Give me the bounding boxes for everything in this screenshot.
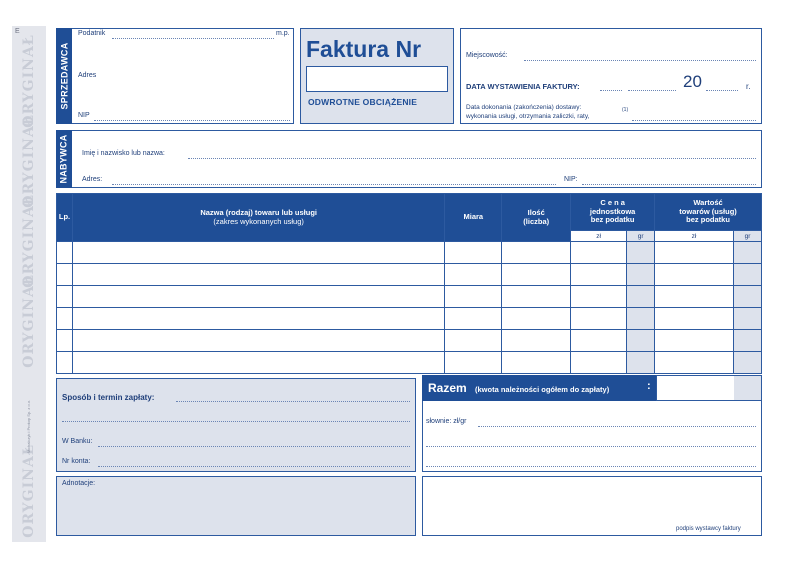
- konto-line[interactable]: [98, 466, 410, 467]
- buyer-name-line[interactable]: [188, 158, 756, 159]
- invoice-subtitle: ODWROTNE OBCIĄŻENIE: [308, 97, 418, 107]
- adnotacje-label: Adnotacje:: [62, 480, 96, 487]
- strip-fine-print: Michalczyk i Prokop Sp. z o.o.: [26, 399, 32, 453]
- seller-podatnik-line[interactable]: [112, 38, 274, 39]
- buyer-nip-line[interactable]: [582, 184, 756, 185]
- sposob-line-2[interactable]: [62, 421, 410, 422]
- buyer-adres-line[interactable]: [112, 184, 556, 185]
- buyer-tab: NABYWCA: [56, 130, 72, 188]
- buyer-adres-label: Adres:: [82, 176, 103, 183]
- wykonania-label: wykonania usługi, otrzymania zaliczki, raty,: [466, 113, 590, 120]
- col-miara: Miara: [445, 194, 502, 242]
- slownie-line[interactable]: [478, 426, 756, 427]
- strip-original-2: ORYGINAŁ: [21, 114, 37, 208]
- sposob-label: Sposób i termin zapłaty:: [62, 393, 155, 402]
- slownie-label: słownie: zł/gr: [426, 418, 467, 425]
- invoice-title: Faktura Nr: [306, 36, 422, 62]
- seller-mp-label: m.p.: [276, 30, 290, 37]
- razem-colon: :: [647, 380, 651, 392]
- data-wystawienia-label: DATA WYSTAWIENIA FAKTURY:: [466, 82, 580, 91]
- table-row: [57, 264, 762, 286]
- date-day-line[interactable]: [600, 90, 622, 91]
- strip-original-1: ORYGINAŁ: [21, 34, 37, 128]
- data-dokonania-line[interactable]: [632, 120, 756, 121]
- items-table: [56, 193, 762, 374]
- cena-zl-header: zł: [571, 231, 627, 242]
- invoice-number-field[interactable]: [306, 66, 448, 92]
- date-month-line[interactable]: [628, 90, 676, 91]
- buyer-nip-label: NIP:: [564, 176, 578, 183]
- razem-label: Razem: [428, 381, 467, 395]
- bank-label: W Banku:: [62, 438, 93, 445]
- col-wartosc: Wartość towarów (usług) bez podatku: [655, 194, 762, 231]
- slownie-line-3[interactable]: [426, 466, 756, 467]
- seller-adres-label: Adres: [78, 72, 97, 79]
- col-lp: Lp.: [57, 194, 73, 242]
- seller-nip-label: NIP: [78, 112, 90, 119]
- podpis-label: podpis wystawcy faktury: [676, 526, 741, 532]
- data-dokonania-footnote: (1): [622, 107, 629, 113]
- strip-original-5: ORYGINAŁ: [21, 444, 37, 538]
- table-row: [57, 330, 762, 352]
- miejscowosc-line[interactable]: [524, 60, 756, 61]
- slownie-line-2[interactable]: [426, 446, 756, 447]
- original-margin-strip: [12, 26, 46, 542]
- table-row: [57, 242, 762, 264]
- wartosc-gr-header: gr: [733, 231, 761, 242]
- seller-podatnik-label: Podatnik: [78, 30, 106, 37]
- buyer-box: [56, 130, 762, 188]
- miejscowosc-label: Miejscowość:: [466, 52, 508, 59]
- strip-original-3: ORYGINAŁ: [21, 194, 37, 288]
- invoice-form: [12, 26, 768, 542]
- wartosc-zl-header: zł: [655, 231, 734, 242]
- strip-original-4: ORYGINAŁ: [21, 274, 37, 368]
- col-nazwa: Nazwa (rodzaj) towaru lub usługi (zakres wykonanych usług): [72, 194, 444, 242]
- cena-gr-header: gr: [627, 231, 655, 242]
- buyer-name-label: Imię i nazwisko lub nazwa:: [82, 150, 165, 157]
- date-r-label: r.: [746, 82, 751, 91]
- strip-letter: E: [15, 28, 20, 35]
- col-cena: C e n a jednostkowa bez podatku: [571, 194, 655, 231]
- razem-sub-label: (kwota należności ogółem do zapłaty): [475, 385, 610, 394]
- data-dokonania-label: Data dokonania (zakończenia) dostawy:: [466, 104, 582, 111]
- date-year-prefix: 20: [683, 72, 702, 91]
- seller-tab: SPRZEDAWCA: [56, 28, 72, 124]
- adnotacje-box: [56, 476, 416, 536]
- table-row: [57, 308, 762, 330]
- bank-line[interactable]: [98, 446, 410, 447]
- seller-nip-line[interactable]: [94, 120, 290, 121]
- sposob-line[interactable]: [176, 401, 410, 402]
- col-ilosc: Ilość (liczba): [502, 194, 571, 242]
- konto-label: Nr konta:: [62, 458, 91, 465]
- table-row: [57, 352, 762, 374]
- razem-gr-cell[interactable]: [734, 376, 761, 400]
- table-row: [57, 286, 762, 308]
- slownie-box: [422, 401, 762, 472]
- date-year-line[interactable]: [706, 90, 738, 91]
